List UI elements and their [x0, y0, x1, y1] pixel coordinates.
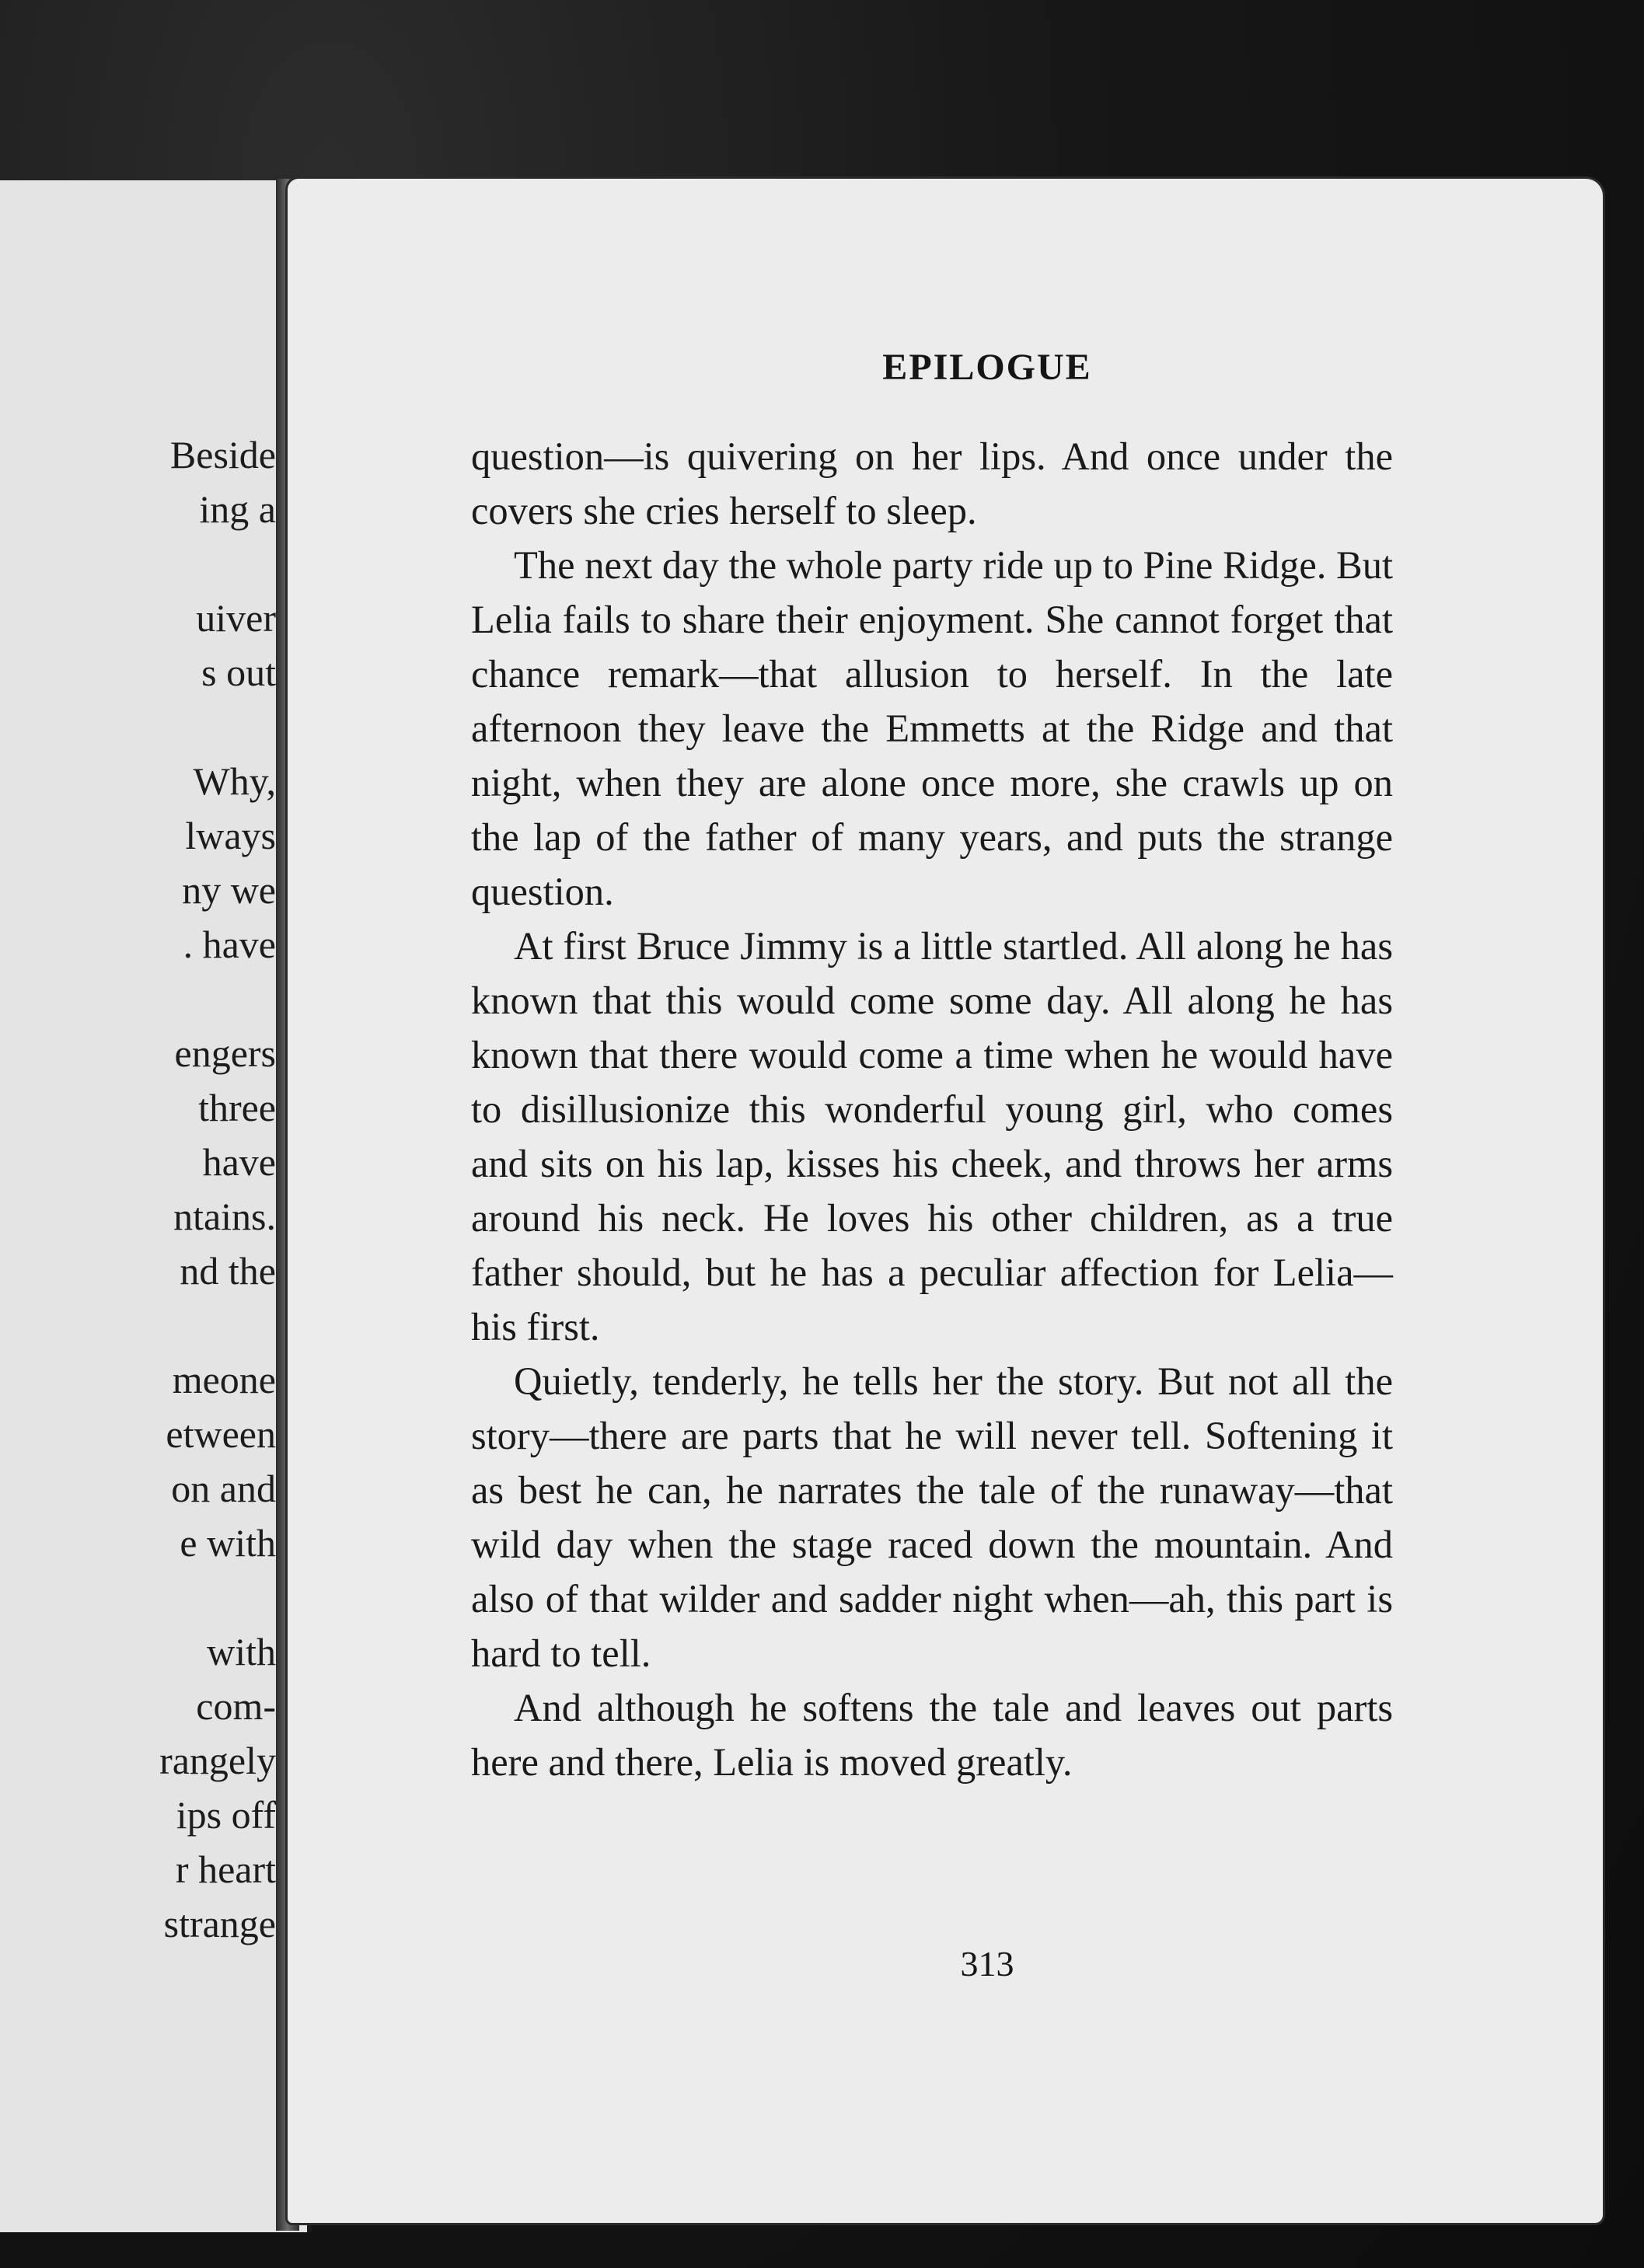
body-text — [471, 429, 1393, 1789]
left-line-fragment: ips off — [176, 1793, 276, 1837]
left-line-fragment: rangely — [159, 1739, 276, 1782]
left-line-fragment: etween — [166, 1412, 276, 1456]
left-line-fragment: three — [198, 1086, 276, 1129]
left-line-fragment: uiver — [196, 596, 276, 640]
left-line-fragment: engers — [174, 1031, 276, 1075]
page-number: 313 — [960, 1944, 1014, 1984]
paragraph: At first Bruce Jimmy is a little startled. All along he has known that this would come some day. All along he has known that there would come a time when he would have to disillusionize this wonderful young girl, who comes and sits on his lap, kisses his cheek, and throws her arms around his neck. He loves his other children, as a true father should, but he has a peculiar affection for Lelia—his first. — [471, 924, 1393, 1349]
left-line-fragment: r heart — [175, 1848, 276, 1891]
left-line-fragment: nd the — [180, 1249, 276, 1293]
left-line-fragment: have — [202, 1140, 276, 1184]
left-line-fragment: . have — [183, 923, 276, 966]
left-line-fragment: Why, — [193, 759, 276, 803]
running-head: EPILOGUE — [882, 347, 1092, 388]
left-line-fragment: ntains. — [173, 1195, 276, 1238]
left-line-fragment: s out — [201, 651, 276, 694]
left-line-fragment: Beside — [169, 433, 276, 476]
previous-page-fragment — [0, 180, 312, 2232]
current-page — [288, 179, 1603, 2223]
left-line-fragment: ny we — [182, 868, 276, 912]
left-line-fragment: strange — [163, 1902, 276, 1945]
paragraph: The next day the whole party ride up to Pine Ridge. But Lelia fails to share their enjoyment. She cannot forget that chance remark—that allusion to herself. In the late afternoon they leave the Emmetts at the Ridge and that night, when they are alone once more, she crawls up on the lap of the father of many years, and puts the strange question. — [471, 543, 1393, 913]
left-line-fragment: on and — [171, 1467, 276, 1510]
paragraph: And although he softens the tale and leaves out parts here and there, Lelia is moved greatly. — [471, 1686, 1393, 1784]
left-line-fragment: ing a — [199, 487, 276, 531]
left-line-fragment: com- — [196, 1684, 276, 1728]
left-line-fragment: with — [207, 1630, 276, 1673]
paragraph: Quietly, tenderly, he tells her the story. But not all the story—there are parts that he will never tell. Softening it as best he can, he narrates the tale of the runaway—that wild day when the stage raced down the mountain. And also of that wilder and sadder night when—ah, this part is hard to tell. — [471, 1359, 1393, 1675]
paragraph: question—is quivering on her lips. And once under the covers she cries herself to sleep. — [471, 434, 1393, 532]
left-line-fragment: e with — [180, 1521, 276, 1565]
left-line-fragment: meone — [172, 1358, 276, 1401]
left-line-fragment: lways — [185, 814, 276, 857]
